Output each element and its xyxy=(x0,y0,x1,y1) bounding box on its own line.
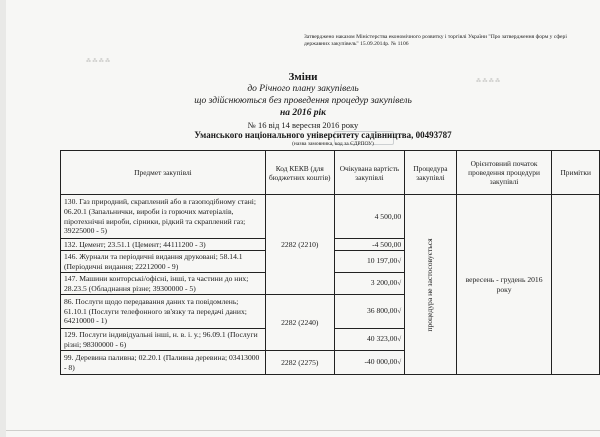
scan-bleed-left: ⁂ ⁂ ⁂ ⁂ xyxy=(86,58,111,64)
check-mark-icon: √ xyxy=(397,279,402,288)
table-row xyxy=(61,195,600,239)
header-subject: Предмет закупівлі xyxy=(61,151,266,195)
row-subject: 130. Газ природний, скраплений або в газоподібному стані; 06.20.1 (Запальнички, вироби із горючих матеріалів, піротехнічні вироби, сірники, рідкий та скраплений газ; 39225000 - 5) xyxy=(61,195,266,239)
kekv-group: 2282 (2275) xyxy=(265,351,334,375)
header-start: Орієнтовний початок проведення процедури закупівлі xyxy=(456,151,552,195)
row-cost: 3 200,00√ xyxy=(334,273,405,295)
check-mark-icon: √ xyxy=(397,335,402,344)
table-header-row xyxy=(61,151,600,195)
check-mark-icon: √ xyxy=(397,358,402,367)
row-subject: 146. Журнали та періодичні видання друковані; 58.14.1 (Періодичні видання; 22212000 - 9) xyxy=(61,251,266,273)
check-mark-icon: √ xyxy=(397,307,402,316)
header-notes: Примітки xyxy=(552,151,600,195)
kekv-group: 2282 (2240) xyxy=(265,295,334,351)
document-subtitle-plan: до Річного плану закупівель xyxy=(247,84,359,94)
row-subject: 86. Послуги щодо передавання даних та повідомлень; 61.10.1 (Послуги телефонного зв'язку та передачі даних; 64210000 - 1) xyxy=(61,295,266,329)
organization-caption: (назва замовника, код за ЄДРПОУ) xyxy=(292,141,374,147)
row-subject: 147. Машини конторські/офісні, інші, та частини до них; 28.23.5 (Обладнання різне; 39300000 - 5) xyxy=(61,273,266,295)
document-year: на 2016 рік xyxy=(280,108,326,118)
row-cost: -4 500,00 xyxy=(334,239,405,251)
row-subject: 99. Деревина паливна; 02.20.1 (Паливна деревина; 03413000 - 8) xyxy=(61,351,266,375)
check-mark-icon: √ xyxy=(397,257,402,266)
row-subject: 129. Послуги індивідуальні інші, н. в. і. у.; 96.09.1 (Послуги різні; 98300000 - 6) xyxy=(61,329,266,351)
organization-name: Уманського національного університету садівництва, 00493787 xyxy=(194,130,452,140)
document-page xyxy=(6,0,600,437)
procedure-value: процедура не застосовується xyxy=(425,237,435,332)
row-subject: 132. Цемент; 23.51.1 (Цемент; 44111200 - 3) xyxy=(61,239,266,251)
scan-bleed-right: ⁂ ⁂ ⁂ ⁂ xyxy=(476,78,501,84)
row-cost: -40 000,00√ xyxy=(334,351,405,375)
document-number: № 16 від 14 вересня 2016 року xyxy=(247,120,359,130)
header-kekv: Код КЕКВ (для бюджетних коштів) xyxy=(265,151,334,195)
header-procedure: Процедура закупівлі xyxy=(405,151,457,195)
start-cell: вересень - грудень 2016 року xyxy=(456,195,552,375)
approval-note: Затверджено наказом Міністерства економічного розвитку і торгівлі України "Про затвердження форм у сфері державних закупівель" 15.09.2014р. № 1106 xyxy=(304,34,567,47)
kekv-group: 2282 (2210) xyxy=(265,195,334,295)
document-subtitle-procedures: що здійснюються без проведення процедур закупівель xyxy=(194,96,412,106)
notes-cell xyxy=(552,195,600,375)
row-cost: 36 800,00√ xyxy=(334,295,405,329)
procurement-table xyxy=(60,150,600,375)
scan-edge-line xyxy=(6,430,600,431)
row-cost: 10 197,00√ xyxy=(334,251,405,273)
row-cost: 4 500,00 xyxy=(334,195,405,239)
row-cost: 40 323,00√ xyxy=(334,329,405,351)
procedure-cell xyxy=(405,195,457,375)
document-title: Зміни xyxy=(288,71,318,83)
header-cost: Очікувана вартість закупівлі xyxy=(334,151,405,195)
